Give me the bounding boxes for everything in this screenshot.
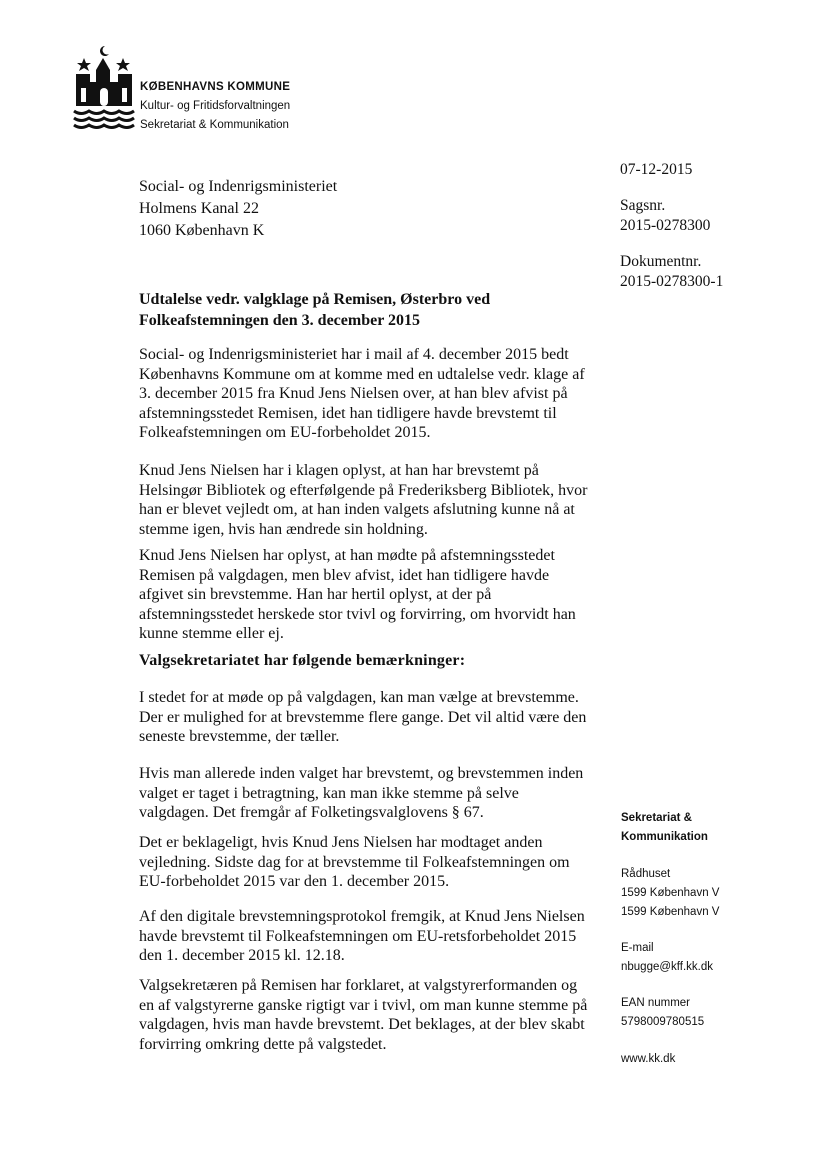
copenhagen-coat-of-arms-icon [72, 44, 136, 136]
title-line: Udtalelse vedr. valgklage på Remisen, Østerbro ved [139, 291, 491, 308]
org-name: KØBENHAVNS KOMMUNE [140, 81, 291, 93]
body-line: Det er beklageligt, hvis Knud Jens Nielsen har modtaget anden [139, 834, 543, 851]
body-line: Social- og Indenrigsministeriet har i mail af 4. december 2015 bedt [139, 346, 569, 363]
body-line: Helsingør Bibliotek og efterfølgende på Frederiksberg Bibliotek, hvor [139, 481, 588, 499]
sidebar-unit-line: Sekretariat & [621, 812, 692, 824]
case-number-block [620, 196, 710, 236]
body-line: den 1. december 2015 kl. 12.18. [139, 947, 345, 964]
body-line: Af den digitale brevstemningsprotokol fremgik, at Knud Jens Nielsen [139, 908, 585, 925]
body-line: Folkeafstemningen om EU-forbeholdet 2015. [139, 424, 431, 441]
body-line: forvirring omkring dette på valgstedet. [139, 1035, 387, 1053]
document-number-block [620, 252, 723, 292]
body-paragraph [139, 976, 609, 1054]
body-line: valget er taget i betragtning, kan man ikke stemme på selve [139, 784, 519, 802]
body-line: en af valgstyrerne ganske rigtigt var i tvivl, om man kunne stemme på [139, 996, 588, 1014]
recipient-address [139, 176, 337, 242]
sidebar-address-line: Rådhuset [621, 868, 671, 880]
body-line: vejledning. Sidste dag for at brevstemme til Folkeafstemningen om [139, 853, 570, 871]
body-paragraph [139, 345, 609, 443]
body-line: kunne stemme eller ej. [139, 625, 284, 642]
recipient-line: Social- og Indenrigsministeriet [139, 178, 338, 195]
body-line: han er blevet vejledt om, at han inden valgets afslutning kunne nå at [139, 501, 575, 518]
letter-title [139, 289, 609, 331]
body-paragraph [139, 688, 609, 747]
title-line: Folkeafstemningen den 3. december 2015 [139, 312, 421, 329]
body-line: Københavns Kommune om at komme med en udtalelse vedr. klage af [139, 365, 585, 383]
recipient-line: 1060 København K [139, 222, 265, 239]
case-number-label: Sagsnr. [620, 197, 666, 214]
body-line: valgdagen. Det fremgår af Folketingsvalglovens § 67. [139, 804, 484, 821]
body-paragraph [139, 764, 609, 823]
website-link[interactable]: www.kk.dk [621, 1053, 676, 1065]
body-line: afstemningsstedet herskede stor tvivl og forvirring, om hvorvidt han [139, 605, 576, 623]
body-line: Hvis man allerede inden valget har brevstemt, og brevstemmen inden [139, 765, 584, 782]
body-line: Der er mulighed for at brevstemme flere gange. Det vil altid være den [139, 708, 587, 726]
body-line: I stedet for at møde op på valgdagen, kan man vælge at brevstemme. [139, 689, 579, 706]
letter-date: 07-12-2015 [620, 161, 693, 178]
body-line: 3. december 2015 fra Knud Jens Nielsen over, at han blev afvist på [139, 385, 568, 402]
sidebar-unit [621, 809, 708, 847]
email-label: E-mail [621, 942, 654, 954]
body-line: Remisen på valgdagen, men blev afvist, idet han tidligere havde [139, 566, 550, 584]
body-line: afgivet sin brevstemme. Han har hertil oplyst, at der på [139, 586, 492, 603]
sidebar-address-line: 1599 København V [621, 887, 720, 899]
body-paragraph [139, 546, 609, 644]
ean-label: EAN nummer [621, 997, 691, 1009]
section-heading: Valgsekretariatet har følgende bemærkninger: [139, 652, 466, 669]
body-paragraph [139, 461, 609, 539]
ean-number: 5798009780515 [621, 1016, 705, 1028]
document-number: 2015-0278300-1 [620, 273, 724, 290]
body-paragraph [139, 907, 609, 966]
body-line: EU-forbeholdet 2015 var den 1. december 2015. [139, 873, 450, 890]
body-line: Knud Jens Nielsen har oplyst, at han mødte på afstemningsstedet [139, 547, 555, 564]
sidebar-ean [621, 994, 704, 1032]
body-line: Valgsekretæren på Remisen har forklaret, at valgstyrerformanden og [139, 977, 578, 994]
recipient-line: Holmens Kanal 22 [139, 200, 259, 217]
sidebar-unit-line: Kommunikation [621, 831, 708, 843]
unit-name: Sekretariat & Kommunikation [140, 119, 289, 131]
document-number-label: Dokumentnr. [620, 253, 702, 270]
body-line: valgdagen, hvis man havde brevstemt. Det beklages, at der blev skabt [139, 1016, 585, 1033]
sidebar-address [621, 865, 719, 922]
sidebar-email [621, 939, 713, 977]
body-line: havde brevstemt til Folkeafstemningen om EU-retsforbeholdet 2015 [139, 927, 577, 945]
body-line: stemme igen, hvis han ændrede sin holdning. [139, 520, 428, 538]
body-line: Knud Jens Nielsen har i klagen oplyst, at han har brevstemt på [139, 462, 539, 479]
sidebar-address-line: 1599 København V [621, 906, 720, 918]
letterhead [140, 78, 290, 135]
body-line: afstemningsstedet Remisen, idet han tidligere havde brevstemt til [139, 404, 557, 422]
body-paragraph [139, 833, 609, 892]
department-name: Kultur- og Fritidsforvaltningen [140, 100, 291, 112]
case-number: 2015-0278300 [620, 217, 711, 234]
body-line: seneste brevstemme, der tæller. [139, 728, 340, 745]
email-link[interactable]: nbugge@kff.kk.dk [621, 961, 714, 973]
